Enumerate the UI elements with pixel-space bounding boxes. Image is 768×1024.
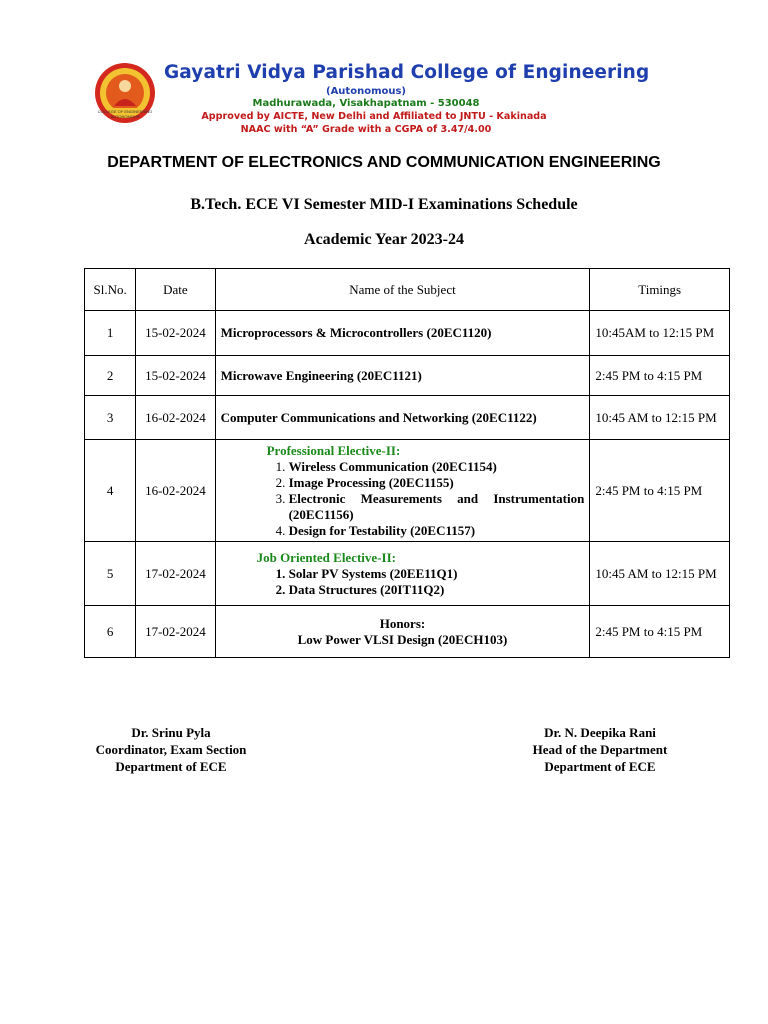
- cell-sl: 3: [85, 396, 136, 440]
- signature-coordinator: [86, 724, 256, 775]
- cell-subject: Microprocessors & Microcontrollers (20EC1120): [215, 311, 590, 356]
- cell-date: 15-02-2024: [136, 311, 215, 356]
- list-item: 2. Data Structures (20IT11Q2): [289, 582, 585, 598]
- elective-heading: Job Oriented Elective-II:: [256, 549, 396, 565]
- list-item: 1. Solar PV Systems (20EE11Q1): [289, 566, 585, 582]
- schedule-title: B.Tech. ECE VI Semester MID-I Examinations Schedule: [190, 196, 578, 213]
- cell-sl: 4: [85, 440, 136, 542]
- cell-subject: Computer Communications and Networking (20EC1122): [215, 396, 590, 440]
- exam-schedule-table: [84, 268, 730, 658]
- table-row: [85, 542, 730, 606]
- table-row: [85, 311, 730, 356]
- cell-subject: Microwave Engineering (20EC1121): [215, 356, 590, 396]
- table-row: [85, 440, 730, 542]
- cell-sl: 1: [85, 311, 136, 356]
- cell-timing: 10:45 AM to 12:15 PM: [590, 542, 730, 606]
- cell-subject-honors: [215, 606, 590, 658]
- cell-date: 16-02-2024: [136, 440, 215, 542]
- cell-date: 17-02-2024: [136, 542, 215, 606]
- header-subject: Name of the Subject: [215, 269, 590, 311]
- signatory-role: Head of the Department: [532, 742, 668, 757]
- cell-date: 15-02-2024: [136, 356, 215, 396]
- table-row: [85, 356, 730, 396]
- honors-subject: Low Power VLSI Design (20ECH103): [297, 631, 508, 647]
- college-address: Madhurawada, Visakhapatnam - 530048: [252, 98, 480, 109]
- list-item: 4. Design for Testability (20EC1157): [289, 523, 585, 539]
- cell-date: 16-02-2024: [136, 396, 215, 440]
- table-row: [85, 396, 730, 440]
- cell-sl: 5: [85, 542, 136, 606]
- elective-list: [221, 459, 585, 539]
- table-header-row: [85, 269, 730, 311]
- list-item: 1. Wireless Communication (20EC1154): [289, 459, 585, 475]
- autonomous-label: (Autonomous): [326, 86, 406, 97]
- elective-heading: Professional Elective-II:: [266, 442, 401, 458]
- cell-timing: 2:45 PM to 4:15 PM: [590, 606, 730, 658]
- college-name: Gayatri Vidya Parishad College of Engineering: [164, 62, 650, 83]
- naac-line: NAAC with “A” Grade with a CGPA of 3.47/4.00: [240, 124, 492, 135]
- table-row: [85, 606, 730, 658]
- header-date: Date: [136, 269, 215, 311]
- academic-year: Academic Year 2023-24: [304, 231, 464, 248]
- elective-list: [221, 566, 585, 598]
- cell-sl: 6: [85, 606, 136, 658]
- cell-timing: 2:45 PM to 4:15 PM: [590, 440, 730, 542]
- signatory-dept: Department of ECE: [115, 759, 227, 774]
- cell-timing: 10:45 AM to 12:15 PM: [590, 396, 730, 440]
- cell-date: 17-02-2024: [136, 606, 215, 658]
- department-heading: DEPARTMENT OF ELECTRONICS AND COMMUNICATION ENGINEERING: [107, 154, 661, 171]
- signature-hod: [510, 724, 690, 775]
- signatory-name: Dr. N. Deepika Rani: [544, 725, 656, 740]
- cell-sl: 2: [85, 356, 136, 396]
- cell-subject-elective: [215, 542, 590, 606]
- logo-caption: COLLEGE OF ENGINEERING AUTONOMOUS: [97, 109, 153, 119]
- signatory-name: Dr. Srinu Pyla: [131, 725, 211, 740]
- cell-timing: 10:45AM to 12:15 PM: [590, 311, 730, 356]
- cell-timing: 2:45 PM to 4:15 PM: [590, 356, 730, 396]
- list-item: 2. Image Processing (20EC1155): [289, 475, 585, 491]
- cell-subject-elective: [215, 440, 590, 542]
- signatory-role: Coordinator, Exam Section: [95, 742, 247, 757]
- honors-heading: Honors:: [379, 615, 426, 631]
- signatory-dept: Department of ECE: [544, 759, 656, 774]
- header-sl-no: Sl.No.: [85, 269, 136, 311]
- header-timings: Timings: [590, 269, 730, 311]
- list-item: 3. Electronic Measurements and Instrumentation (20EC1156): [289, 491, 585, 523]
- approval-line: Approved by AICTE, New Delhi and Affiliated to JNTU - Kakinada: [201, 111, 547, 122]
